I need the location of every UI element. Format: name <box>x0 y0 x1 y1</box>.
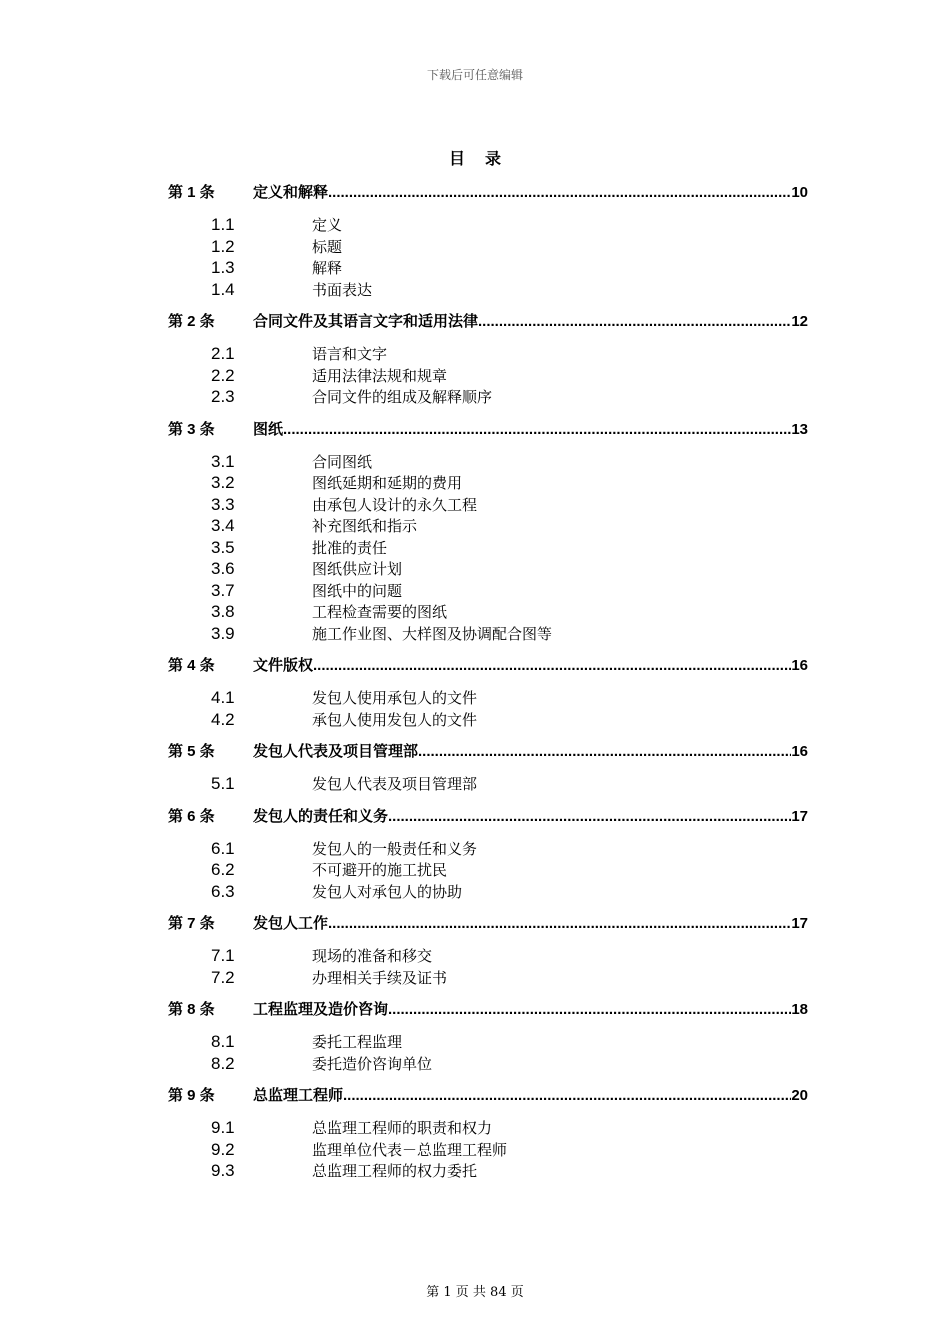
toc-section-list <box>168 945 808 988</box>
section-number: 7.1 <box>211 946 235 965</box>
section-number: 3.1 <box>211 451 235 471</box>
section-title: 定义 <box>312 216 343 234</box>
section-number: 4.1 <box>211 688 235 707</box>
toc-chapter-entry[interactable] <box>168 913 808 934</box>
toc-chapter-entry[interactable] <box>168 311 808 332</box>
section-number: 2.3 <box>211 387 235 406</box>
toc-chapter-entry[interactable] <box>168 806 808 827</box>
section-title: 总监理工程师的职责和权力 <box>312 1119 493 1137</box>
toc-section-entry[interactable] <box>168 1139 808 1161</box>
toc-section-list <box>168 838 808 903</box>
chapter-page-number: 18 <box>791 1001 808 1018</box>
toc-section-entry[interactable] <box>168 451 808 473</box>
section-number: 3.8 <box>211 602 235 621</box>
dot-leader <box>328 182 791 203</box>
section-title: 现场的准备和移交 <box>312 947 433 965</box>
toc-section-entry[interactable] <box>168 279 808 301</box>
toc-section-entry[interactable] <box>168 967 808 989</box>
chapter-page-number: 16 <box>791 743 808 760</box>
section-number: 9.1 <box>211 1118 235 1137</box>
toc-section-entry[interactable] <box>168 601 808 623</box>
section-number: 6.2 <box>211 860 235 879</box>
toc-section-entry[interactable] <box>168 580 808 602</box>
chapter-page-number: 16 <box>791 657 808 674</box>
toc-section-entry[interactable] <box>168 838 808 860</box>
section-title: 工程检查需要的图纸 <box>312 603 448 621</box>
section-title: 补充图纸和指示 <box>312 517 418 535</box>
section-number: 6.1 <box>211 838 235 858</box>
section-title: 总监理工程师的权力委托 <box>312 1162 478 1180</box>
toc-section-entry[interactable] <box>168 558 808 580</box>
toc-section-entry[interactable] <box>168 1160 808 1182</box>
section-title: 书面表达 <box>312 280 373 299</box>
section-title: 不可避开的施工扰民 <box>312 861 448 879</box>
section-number: 1.2 <box>211 236 235 256</box>
page-header: 下载后可任意编辑 <box>426 68 523 82</box>
chapter-page-number: 12 <box>791 313 808 330</box>
toc-section-entry[interactable] <box>168 709 808 731</box>
chapter-page-number: 20 <box>791 1087 808 1104</box>
chapter-title: 发包人代表及项目管理部 <box>253 743 419 760</box>
chapter-title: 工程监理及造价咨询 <box>253 1001 389 1018</box>
chapter-number: 第 8 条 <box>168 1001 215 1018</box>
section-title: 标题 <box>312 237 343 256</box>
toc-section-entry[interactable] <box>168 881 808 903</box>
chapter-number: 第 6 条 <box>168 807 215 825</box>
toc-section-entry[interactable] <box>168 236 808 258</box>
section-title: 发包人代表及项目管理部 <box>312 775 478 793</box>
section-title: 承包人使用发包人的文件 <box>312 710 478 729</box>
chapter-number: 第 7 条 <box>168 915 215 932</box>
toc-section-entry[interactable] <box>168 515 808 537</box>
chapter-title: 文件版权 <box>253 657 314 674</box>
toc-section-list <box>168 214 808 300</box>
toc-section-list <box>168 1117 808 1182</box>
section-number: 7.2 <box>211 967 235 987</box>
section-title: 监理单位代表－总监理工程师 <box>312 1140 508 1159</box>
chapter-page-number: 10 <box>791 184 808 201</box>
section-title: 办理相关手续及证书 <box>312 968 448 987</box>
toc-section-entry[interactable] <box>168 1117 808 1139</box>
section-number: 8.2 <box>211 1053 235 1073</box>
toc-chapter-entry[interactable] <box>168 741 808 762</box>
section-title: 发包人使用承包人的文件 <box>312 689 478 707</box>
section-number: 8.1 <box>211 1032 235 1051</box>
section-title: 委托造价咨询单位 <box>312 1054 433 1073</box>
toc-section-entry[interactable] <box>168 386 808 408</box>
dot-leader <box>478 311 791 332</box>
toc-section-list <box>168 1031 808 1074</box>
section-number: 2.2 <box>211 365 235 385</box>
toc-chapter-entry[interactable] <box>168 999 808 1020</box>
chapter-title: 定义和解释 <box>253 184 329 201</box>
section-title: 由承包人设计的永久工程 <box>312 495 478 514</box>
section-number: 9.3 <box>211 1161 235 1180</box>
section-title: 合同图纸 <box>312 452 373 471</box>
chapter-number: 第 4 条 <box>168 657 215 674</box>
section-number: 2.1 <box>211 344 235 363</box>
toc-section-entry[interactable] <box>168 859 808 881</box>
chapter-title: 发包人的责任和义务 <box>253 807 389 825</box>
toc-chapter-entry[interactable] <box>168 182 808 203</box>
toc-section-entry[interactable] <box>168 945 808 967</box>
chapter-page-number: 17 <box>791 915 808 932</box>
toc-section-entry[interactable] <box>168 1031 808 1053</box>
dot-leader <box>343 1085 791 1106</box>
chapter-number: 第 5 条 <box>168 743 215 760</box>
toc-section-entry[interactable] <box>168 687 808 709</box>
section-title: 施工作业图、大样图及协调配合图等 <box>312 624 553 643</box>
section-title: 语言和文字 <box>312 345 388 363</box>
section-number: 3.7 <box>211 580 235 600</box>
section-title: 发包人的一般责任和义务 <box>312 839 478 858</box>
section-title: 图纸延期和延期的费用 <box>312 474 463 492</box>
toc-title: 目录 <box>448 149 521 168</box>
section-number: 3.4 <box>211 516 235 535</box>
table-of-contents <box>168 182 808 1182</box>
dot-leader <box>388 999 791 1020</box>
toc-section-entry[interactable] <box>168 623 808 645</box>
toc-chapter-entry[interactable] <box>168 419 808 440</box>
chapter-page-number: 17 <box>791 807 808 825</box>
toc-section-entry[interactable] <box>168 773 808 795</box>
toc-section-list <box>168 687 808 730</box>
toc-section-entry[interactable] <box>168 1053 808 1075</box>
toc-section-entry[interactable] <box>168 214 808 236</box>
section-number: 4.2 <box>211 709 235 729</box>
toc-section-entry[interactable] <box>168 365 808 387</box>
section-title: 图纸供应计划 <box>312 560 403 578</box>
section-title: 图纸中的问题 <box>312 581 403 600</box>
chapter-title: 发包人工作 <box>253 915 329 932</box>
toc-section-entry[interactable] <box>168 343 808 365</box>
chapter-page-number: 13 <box>791 420 808 438</box>
page-footer: 第 1 页 共 84 页 <box>426 1285 524 1300</box>
section-title: 解释 <box>312 259 343 277</box>
dot-leader <box>388 806 791 827</box>
section-number: 3.3 <box>211 494 235 514</box>
section-number: 5.1 <box>211 774 235 793</box>
section-number: 3.9 <box>211 623 235 643</box>
section-title: 发包人对承包人的协助 <box>312 882 463 901</box>
chapter-title: 合同文件及其语言文字和适用法律 <box>253 313 479 330</box>
section-number: 3.2 <box>211 473 235 492</box>
dot-leader <box>283 419 791 440</box>
toc-section-list <box>168 343 808 408</box>
chapter-number: 第 2 条 <box>168 313 215 330</box>
section-number: 3.6 <box>211 559 235 578</box>
chapter-number: 第 3 条 <box>168 420 215 438</box>
dot-leader <box>418 741 791 762</box>
chapter-number: 第 1 条 <box>168 184 215 201</box>
section-title: 委托工程监理 <box>312 1033 403 1051</box>
section-number: 1.4 <box>211 279 235 299</box>
section-number: 9.2 <box>211 1139 235 1159</box>
toc-section-entry[interactable] <box>168 494 808 516</box>
dot-leader <box>313 655 791 676</box>
section-title: 批准的责任 <box>312 538 388 557</box>
section-title: 适用法律法规和规章 <box>312 366 448 385</box>
section-number: 6.3 <box>211 881 235 901</box>
section-title: 合同文件的组成及解释顺序 <box>312 388 493 406</box>
chapter-title: 总监理工程师 <box>253 1087 344 1104</box>
toc-section-list <box>168 451 808 645</box>
section-number: 1.3 <box>211 258 235 277</box>
section-number: 1.1 <box>211 215 235 234</box>
toc-chapter-entry[interactable] <box>168 1085 808 1106</box>
toc-section-entry[interactable] <box>168 257 808 279</box>
toc-section-entry[interactable] <box>168 537 808 559</box>
chapter-title: 图纸 <box>253 420 284 438</box>
toc-chapter-entry[interactable] <box>168 655 808 676</box>
toc-section-list <box>168 773 808 795</box>
section-number: 3.5 <box>211 537 235 557</box>
dot-leader <box>328 913 791 934</box>
toc-section-entry[interactable] <box>168 472 808 494</box>
chapter-number: 第 9 条 <box>168 1087 215 1104</box>
